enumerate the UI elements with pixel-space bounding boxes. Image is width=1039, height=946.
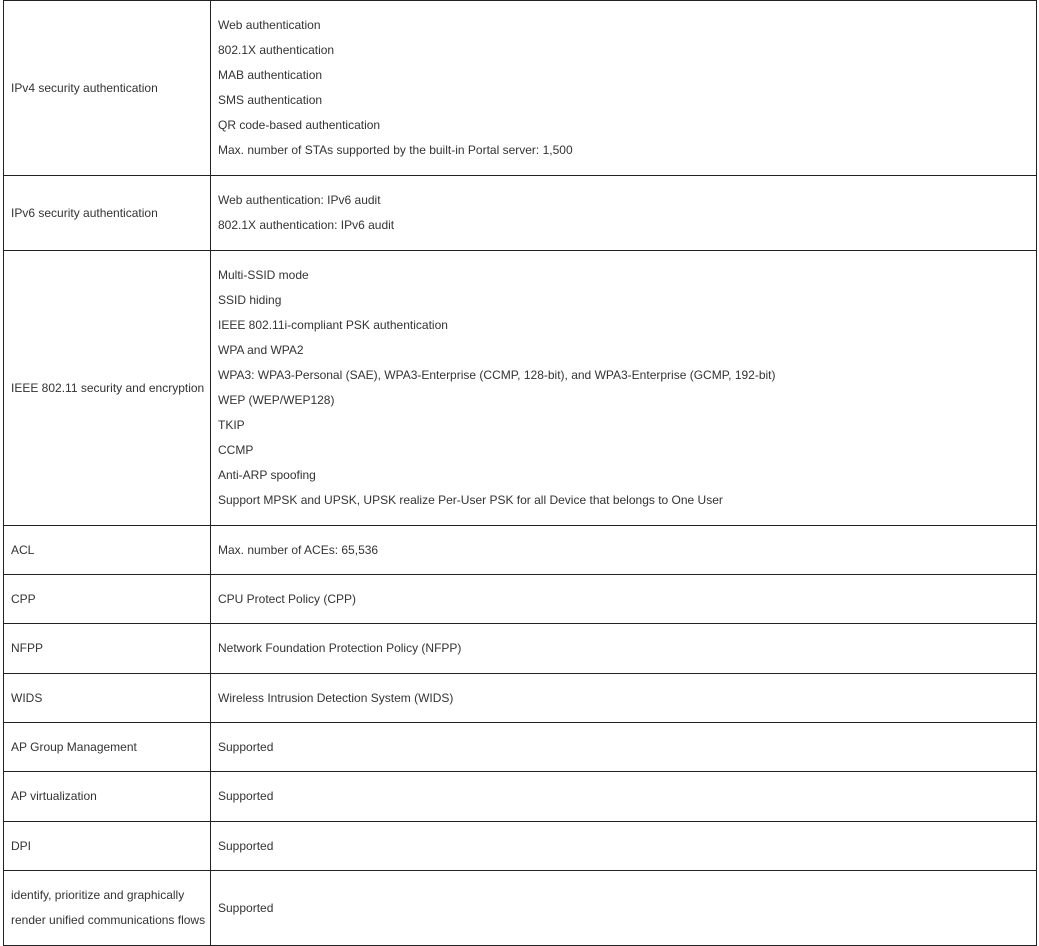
detail-cell xyxy=(211,575,1037,624)
table-row xyxy=(4,871,1037,946)
feature-cell xyxy=(4,822,211,871)
detail-cell xyxy=(211,871,1037,946)
feature-cell xyxy=(4,176,211,251)
detail-item: QR code-based authentication xyxy=(218,118,381,132)
table-row xyxy=(4,624,1037,674)
table-row xyxy=(4,176,1037,251)
detail-cell xyxy=(211,772,1037,822)
detail-item: Web authentication xyxy=(218,18,321,32)
detail-item: 802.1X authentication: IPv6 audit xyxy=(218,218,395,232)
table-row xyxy=(4,822,1037,871)
detail-item: CPU Protect Policy (CPP) xyxy=(218,591,357,606)
detail-cell xyxy=(211,1,1037,176)
feature-label: render unified communications flows xyxy=(11,913,206,927)
feature-cell xyxy=(4,251,211,526)
feature-label: IPv6 security authentication xyxy=(11,205,158,220)
detail-item: Anti-ARP spoofing xyxy=(218,468,316,482)
table-row xyxy=(4,575,1037,624)
feature-label: IPv4 security authentication xyxy=(11,80,158,95)
table-row xyxy=(4,1,1037,176)
feature-cell xyxy=(4,871,211,946)
detail-item: Supported xyxy=(218,739,274,754)
feature-cell xyxy=(4,1,211,176)
detail-item: CCMP xyxy=(218,443,254,457)
feature-label: identify, prioritize and graphically xyxy=(11,888,185,902)
table-row xyxy=(4,251,1037,526)
table-row xyxy=(4,723,1037,772)
feature-label: ACL xyxy=(11,542,35,557)
detail-item: Max. number of STAs supported by the built-in Portal server: 1,500 xyxy=(218,143,573,157)
spec-table xyxy=(3,0,1037,946)
detail-item: WPA and WPA2 xyxy=(218,343,304,357)
detail-list xyxy=(218,1,1032,175)
feature-label: CPP xyxy=(11,591,36,606)
feature-label: AP virtualization xyxy=(11,789,97,803)
detail-item: Multi-SSID mode xyxy=(218,268,309,282)
feature-label: NFPP xyxy=(11,641,44,655)
detail-item: Network Foundation Protection Policy (NFPP) xyxy=(218,641,462,655)
feature-cell xyxy=(4,674,211,723)
feature-label: WIDS xyxy=(11,690,43,705)
detail-item: Max. number of ACEs: 65,536 xyxy=(218,542,379,557)
feature-cell xyxy=(4,723,211,772)
detail-item: 802.1X authentication xyxy=(218,43,335,57)
detail-cell xyxy=(211,822,1037,871)
detail-item: MAB authentication xyxy=(218,68,323,82)
detail-cell xyxy=(211,723,1037,772)
detail-cell xyxy=(211,526,1037,575)
detail-item: TKIP xyxy=(218,418,245,432)
feature-cell xyxy=(4,624,211,674)
detail-cell xyxy=(211,674,1037,723)
detail-list xyxy=(218,176,1032,250)
feature-label: IEEE 802.11 security and encryption xyxy=(11,380,205,395)
detail-item: SMS authentication xyxy=(218,93,323,107)
feature-cell xyxy=(4,772,211,822)
feature-label: AP Group Management xyxy=(11,739,137,754)
table-row xyxy=(4,772,1037,822)
detail-item: IEEE 802.11i-compliant PSK authentication xyxy=(218,318,448,332)
detail-item: Supported xyxy=(218,838,274,853)
detail-item: Web authentication: IPv6 audit xyxy=(218,193,381,207)
detail-item: WPA3: WPA3-Personal (SAE), WPA3-Enterprise (CCMP, 128-bit), and WPA3-Enterprise (GCMP, 192-bit) xyxy=(218,368,776,382)
detail-item: SSID hiding xyxy=(218,293,282,307)
detail-item: Support MPSK and UPSK, UPSK realize Per-User PSK for all Device that belongs to One User xyxy=(218,493,723,507)
table-row xyxy=(4,674,1037,723)
feature-cell xyxy=(4,526,211,575)
detail-list xyxy=(218,251,1032,525)
detail-cell xyxy=(211,251,1037,526)
detail-cell xyxy=(211,176,1037,251)
feature-label: DPI xyxy=(11,838,32,853)
feature-cell xyxy=(4,575,211,624)
detail-item: Supported xyxy=(218,900,274,915)
detail-item: Supported xyxy=(218,789,274,803)
detail-cell xyxy=(211,624,1037,674)
detail-item: Wireless Intrusion Detection System (WIDS) xyxy=(218,690,454,705)
table-row xyxy=(4,526,1037,575)
detail-item: WEP (WEP/WEP128) xyxy=(218,393,335,407)
